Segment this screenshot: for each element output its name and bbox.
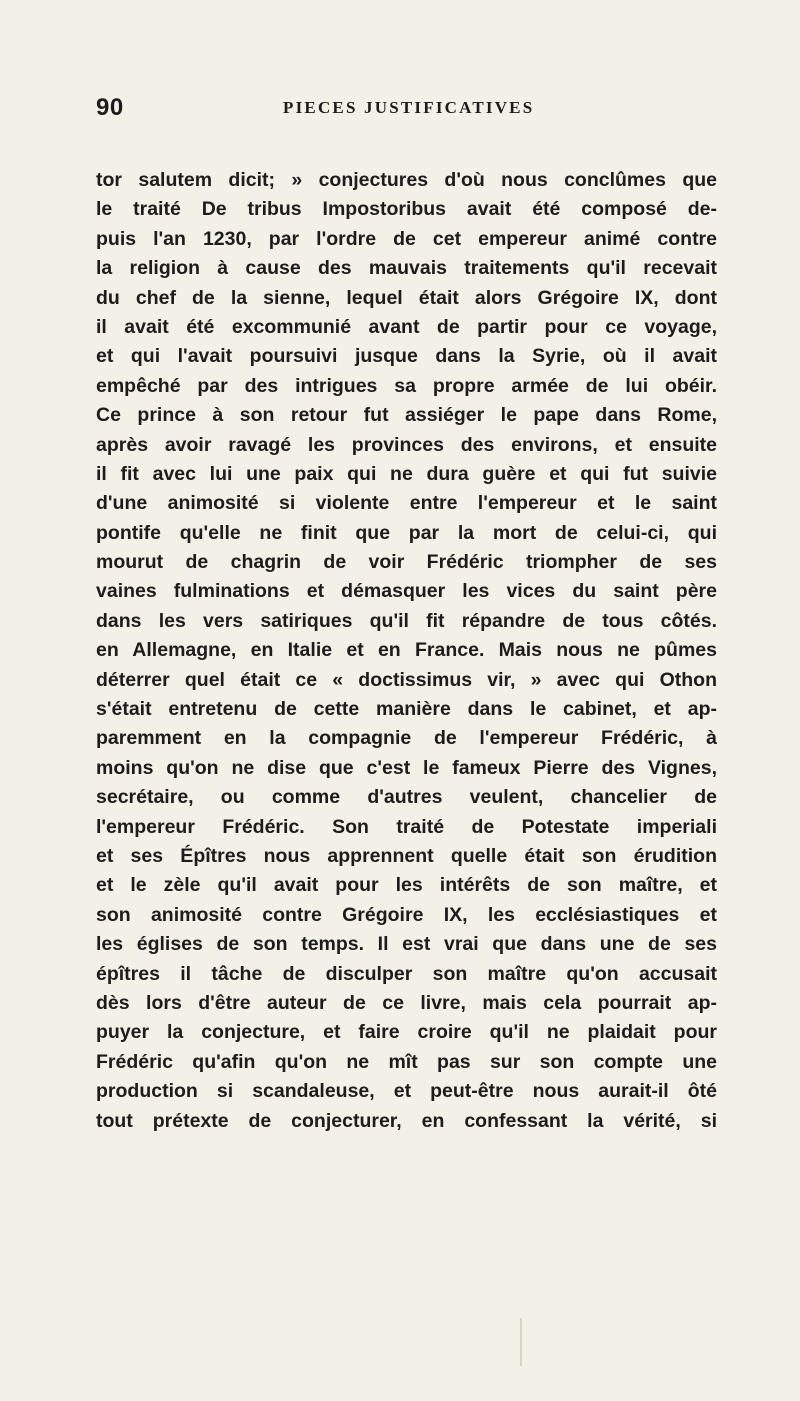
text-line: il avait été excommunié avant de partir pour ce voyage,: [96, 315, 717, 338]
text-line: et ses Épîtres nous apprennent quelle était son érudition: [96, 844, 717, 867]
text-line: épîtres il tâche de disculper son maître qu'on accusait: [96, 962, 717, 985]
running-head: PIECES JUSTIFICATIVES: [283, 98, 535, 117]
text-line: déterrer quel était ce « doctissimus vir, » avec qui Othon: [96, 668, 717, 691]
page-number: 90: [96, 94, 124, 121]
text-line: tor salutem dicit; » conjectures d'où nous conclûmes que: [96, 169, 717, 191]
text-line: d'une animosité si violente entre l'empereur et le saint: [96, 492, 717, 515]
text-line: la religion à cause des mauvais traitements qu'il recevait: [96, 257, 717, 280]
text-line: s'était entretenu de cette manière dans le cabinet, et ap-: [96, 698, 717, 721]
text-line: puis l'an 1230, par l'ordre de cet empereur animé contre: [96, 227, 717, 250]
text-line: pontife qu'elle ne finit que par la mort de celui-ci, qui: [96, 521, 717, 544]
text-line: production si scandaleuse, et peut-être nous aurait-il ôté: [96, 1080, 717, 1103]
text-line: du chef de la sienne, lequel était alors Grégoire IX, dont: [96, 286, 717, 309]
text-line: en Allemagne, en Italie et en France. Mais nous ne pûmes: [96, 639, 717, 662]
text-line: dans les vers satiriques qu'il fit répandre de tous côtés.: [96, 609, 717, 632]
text-line: il fit avec lui une paix qui ne dura guère et qui fut suivie: [96, 462, 717, 485]
text-line: et le zèle qu'il avait pour les intérêts de son maître, et: [96, 874, 717, 897]
text-line: moins qu'on ne dise que c'est le fameux Pierre des Vignes,: [96, 756, 717, 779]
text-line: vaines fulminations et démasquer les vices du saint père: [96, 580, 717, 603]
text-line: secrétaire, ou comme d'autres veulent, chancelier de: [96, 786, 717, 809]
text-line: paremment en la compagnie de l'empereur Frédéric, à: [96, 727, 717, 750]
text-line: le traité De tribus Impostoribus avait été composé de-: [96, 198, 717, 221]
text-line: Ce prince à son retour fut assiéger le pape dans Rome,: [96, 404, 717, 427]
text-line: puyer la conjecture, et faire croire qu'il ne plaidait pour: [96, 1021, 717, 1044]
text-line: Frédéric qu'afin qu'on ne mît pas sur son compte une: [96, 1050, 717, 1073]
text-line: les églises de son temps. Il est vrai que dans une de ses: [96, 933, 717, 956]
body-text: [96, 166, 717, 1136]
text-line: l'empereur Frédéric. Son traité de Potestate imperiali: [96, 815, 717, 838]
text-line: son animosité contre Grégoire IX, les ecclésiastiques et: [96, 903, 717, 926]
text-line: empêché par des intrigues sa propre armée de lui obéir.: [96, 374, 717, 397]
text-line: mourut de chagrin de voir Frédéric triompher de ses: [96, 551, 717, 574]
page-header: [96, 94, 696, 134]
margin-mark: [520, 1318, 522, 1366]
text-line: dès lors d'être auteur de ce livre, mais cela pourrait ap-: [96, 991, 717, 1014]
text-line: et qui l'avait poursuivi jusque dans la Syrie, où il avait: [96, 345, 717, 368]
text-line: tout prétexte de conjecturer, en confessant la vérité, si: [96, 1109, 717, 1132]
text-line: après avoir ravagé les provinces des environs, et ensuite: [96, 433, 717, 456]
